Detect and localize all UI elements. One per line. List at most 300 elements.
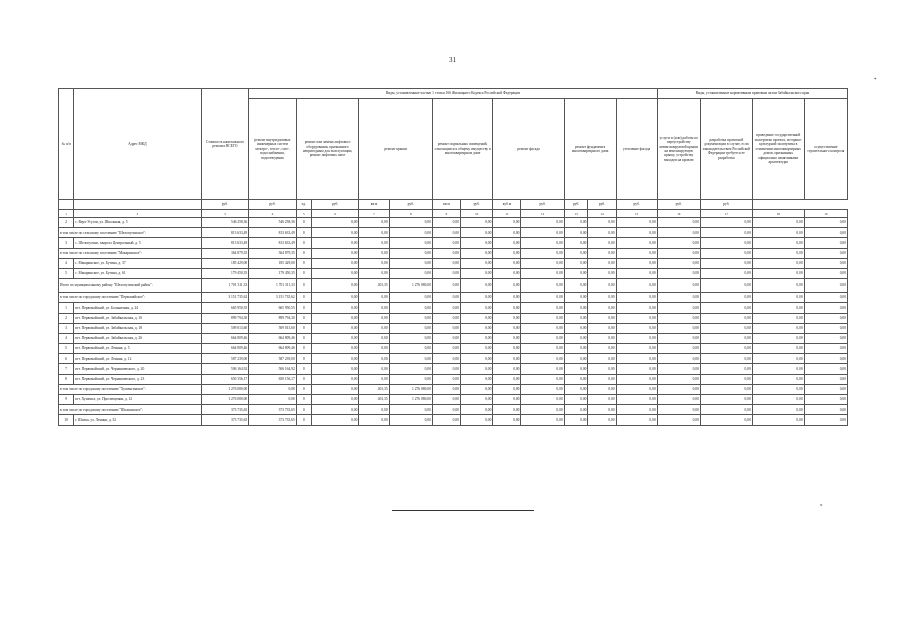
unit-cell: куб.м: [493, 200, 521, 210]
value-cell: 0,00: [700, 228, 752, 238]
value-cell: 813 633,49: [201, 238, 249, 248]
value-cell: 0,00: [521, 248, 564, 258]
value-cell: 0,00: [752, 354, 804, 364]
value-cell: 0,00: [616, 218, 657, 228]
subtotal-row: [59, 405, 848, 415]
header-basement: ремонт подвальных помещений, относящихся к общему имуществу в многоквартирном доме: [432, 99, 493, 200]
value-cell: 0,00: [311, 323, 359, 333]
value-cell: 899 794,30: [249, 313, 297, 323]
subtotal-label: в том числе по городскому поселению "Хушенгинское":: [59, 384, 202, 394]
value-cell: 0,00: [359, 354, 389, 364]
value-cell: 0,00: [588, 333, 616, 343]
value-cell: 0,00: [700, 384, 752, 394]
header-group-left: Виды, установленные частью 1 статьи 166 Жилищного Кодекса Российской Федерации: [249, 89, 658, 99]
value-cell: 664 809,46: [201, 333, 249, 343]
value-cell: 0,00: [588, 293, 616, 303]
value-cell: 0,00: [493, 268, 521, 278]
value-cell: 0,00: [616, 415, 657, 425]
value-cell: 373 735,65: [201, 405, 249, 415]
value-cell: 0,00: [493, 323, 521, 333]
value-cell: 0,00: [588, 218, 616, 228]
value-cell: 0,00: [493, 405, 521, 415]
value-cell: 0,00: [564, 374, 588, 384]
value-cell: 0,00: [493, 313, 521, 323]
subtotal-row: [59, 293, 848, 303]
value-cell: 0,00: [752, 364, 804, 374]
subtotal-row: [59, 248, 848, 258]
value-cell: 813 633,49: [249, 228, 297, 238]
value-cell: 179 450,35: [249, 268, 297, 278]
value-cell: 0: [296, 258, 311, 268]
row-address: с. Макаринское, ул. Бутина, д. 37: [74, 258, 202, 268]
value-cell: 0,00: [493, 303, 521, 313]
column-index-row: [59, 210, 848, 218]
value-cell: 0,00: [657, 268, 700, 278]
value-cell: 0,00: [752, 248, 804, 258]
table-row: [59, 344, 848, 354]
value-cell: 0,00: [564, 238, 588, 248]
value-cell: 0,00: [359, 218, 389, 228]
value-cell: 3 151 735,62: [249, 293, 297, 303]
value-cell: 0,00: [804, 364, 847, 374]
value-cell: 0,00: [460, 333, 492, 343]
index-cell: 11: [493, 210, 521, 218]
value-cell: 0,00: [432, 293, 460, 303]
value-cell: 0,00: [588, 344, 616, 354]
value-cell: 0,00: [432, 238, 460, 248]
value-cell: 0,00: [493, 333, 521, 343]
value-cell: 0: [296, 218, 311, 228]
row-address: г. Шилка, ул. Ленина, д. 52: [74, 415, 202, 425]
subtotal-label: Итого по муниципальному району "Шелопугинский район":: [59, 279, 202, 293]
row-number: 7: [59, 364, 74, 374]
value-cell: 0,00: [359, 238, 389, 248]
value-cell: 0,00: [460, 279, 492, 293]
index-cell: 17: [700, 210, 752, 218]
value-cell: 0,00: [752, 218, 804, 228]
value-cell: 0,00: [588, 303, 616, 313]
value-cell: 0,00: [752, 344, 804, 354]
value-cell: 813 633,49: [249, 238, 297, 248]
table-row: [59, 313, 848, 323]
value-cell: 0,00: [804, 238, 847, 248]
value-cell: 0,00: [389, 293, 432, 303]
value-cell: 0,00: [521, 415, 564, 425]
value-cell: 401,35: [359, 395, 389, 405]
value-cell: 0,00: [700, 279, 752, 293]
value-cell: 0,00: [389, 248, 432, 258]
value-cell: 0,00: [616, 395, 657, 405]
value-cell: 0,00: [588, 268, 616, 278]
value-cell: 0,00: [804, 258, 847, 268]
value-cell: 0,00: [460, 218, 492, 228]
value-cell: 506 164,92: [249, 364, 297, 374]
subtotal-label: в том числе по городскому поселению "Первомайское":: [59, 293, 202, 303]
value-cell: 0,00: [389, 258, 432, 268]
value-cell: 0,00: [616, 384, 657, 394]
value-cell: 587 239,00: [249, 354, 297, 364]
value-cell: 0,00: [752, 303, 804, 313]
value-cell: 0,00: [493, 344, 521, 354]
value-cell: 0,00: [389, 415, 432, 425]
value-cell: 3 151 735,62: [201, 293, 249, 303]
unit-cell: кв.м: [432, 200, 460, 210]
value-cell: 0,00: [564, 384, 588, 394]
value-cell: 179 450,35: [201, 268, 249, 278]
value-cell: 0,00: [311, 238, 359, 248]
row-number: 5: [59, 344, 74, 354]
value-cell: 0,00: [460, 323, 492, 333]
value-cell: 0,00: [389, 374, 432, 384]
row-address: с. Шелопугино, квартал Центральный, д. 5: [74, 238, 202, 248]
row-address: пгт. Первомайский, ул. Больничная, д. 24: [74, 303, 202, 313]
value-cell: 0,00: [311, 313, 359, 323]
value-cell: 664 809,46: [249, 333, 297, 343]
value-cell: 0,00: [521, 374, 564, 384]
page-number: 31: [449, 56, 456, 64]
value-cell: 0,00: [564, 415, 588, 425]
value-cell: 0,00: [389, 344, 432, 354]
value-cell: 373 735,65: [249, 405, 297, 415]
value-cell: 0,00: [359, 303, 389, 313]
value-cell: 0,00: [588, 405, 616, 415]
value-cell: 0,00: [657, 395, 700, 405]
value-cell: 0,00: [311, 364, 359, 374]
value-cell: 0,00: [564, 293, 588, 303]
value-cell: 1 276 080,00: [389, 395, 432, 405]
index-cell: 4: [249, 210, 297, 218]
value-cell: 0,00: [752, 384, 804, 394]
value-cell: 0,00: [493, 354, 521, 364]
header-expertise: проведение государственной экспертизы проекта, историко-культурной экспертизы в отношении многоквартирных домов, признанных официально памятниками архитектуры: [752, 99, 804, 200]
value-cell: 401,35: [359, 279, 389, 293]
value-cell: 0,00: [311, 374, 359, 384]
value-cell: 0,00: [432, 364, 460, 374]
subtotal-label: в том числе по городскому поселению "Шилкинское":: [59, 405, 202, 415]
value-cell: 0,00: [311, 333, 359, 343]
value-cell: 0,00: [700, 218, 752, 228]
value-cell: 0,00: [616, 364, 657, 374]
index-cell: 15: [616, 210, 657, 218]
value-cell: 0,00: [657, 228, 700, 238]
value-cell: 0,00: [460, 364, 492, 374]
header-insulation: утепление фасада: [616, 99, 657, 200]
value-cell: 0,00: [700, 313, 752, 323]
value-cell: 0,00: [432, 313, 460, 323]
value-cell: 0,00: [460, 228, 492, 238]
value-cell: 0,00: [657, 258, 700, 268]
value-cell: 0,00: [493, 218, 521, 228]
value-cell: 0,00: [588, 384, 616, 394]
row-address: с. Макаринское, ул. Бутина, д. 61: [74, 268, 202, 278]
value-cell: 0: [296, 344, 311, 354]
value-cell: 0,00: [700, 248, 752, 258]
value-cell: 0,00: [700, 238, 752, 248]
index-cell: 13: [564, 210, 588, 218]
value-cell: 0,00: [359, 405, 389, 415]
value-cell: 0: [296, 238, 311, 248]
index-cell: 10: [460, 210, 492, 218]
index-cell: 16: [657, 210, 700, 218]
value-cell: 0,00: [588, 238, 616, 248]
value-cell: 0,00: [493, 293, 521, 303]
unit-cell: руб.: [460, 200, 492, 210]
value-cell: 0,00: [657, 238, 700, 248]
value-cell: 0,00: [311, 258, 359, 268]
value-cell: 0,00: [804, 405, 847, 415]
value-cell: 0: [296, 323, 311, 333]
value-cell: 0,00: [493, 248, 521, 258]
value-cell: 0,00: [616, 228, 657, 238]
value-cell: 0,00: [564, 268, 588, 278]
value-cell: 0,00: [432, 303, 460, 313]
value-cell: 0,00: [564, 395, 588, 405]
subtotal-label: в том числе по сельскому поселению "Макаринское":: [59, 248, 202, 258]
value-cell: 813 633,49: [201, 228, 249, 238]
value-cell: 0,00: [752, 374, 804, 384]
value-cell: 0,00: [521, 293, 564, 303]
value-cell: 506 164,92: [201, 364, 249, 374]
value-cell: 0,00: [521, 333, 564, 343]
table-row: [59, 303, 848, 313]
value-cell: 0,00: [521, 384, 564, 394]
value-cell: 0,00: [389, 333, 432, 343]
value-cell: 0,00: [616, 268, 657, 278]
value-cell: 0,00: [657, 364, 700, 374]
value-cell: 0,00: [700, 303, 752, 313]
value-cell: 0,00: [432, 405, 460, 415]
table-row: [59, 238, 848, 248]
value-cell: 0,00: [616, 344, 657, 354]
value-cell: 0,00: [389, 323, 432, 333]
row-number: 9: [59, 395, 74, 405]
value-cell: 0: [296, 313, 311, 323]
value-cell: 650 156,17: [249, 374, 297, 384]
value-cell: 0,00: [359, 374, 389, 384]
row-number: 3: [59, 238, 74, 248]
value-cell: 1 701 311,33: [201, 279, 249, 293]
value-cell: 0,00: [616, 279, 657, 293]
value-cell: 0,00: [657, 354, 700, 364]
value-cell: 373 735,65: [201, 415, 249, 425]
value-cell: 0,00: [311, 395, 359, 405]
value-cell: 0,00: [588, 279, 616, 293]
value-cell: 0,00: [460, 293, 492, 303]
value-cell: 0,00: [588, 248, 616, 258]
value-cell: 0,00: [389, 268, 432, 278]
row-address: пгт. Первомайский, ул. Забайкальская, д. 16: [74, 313, 202, 323]
value-cell: 0,00: [752, 228, 804, 238]
value-cell: 0,00: [616, 323, 657, 333]
value-cell: 0,00: [564, 405, 588, 415]
value-cell: 0,00: [752, 279, 804, 293]
value-cell: 0,00: [460, 374, 492, 384]
value-cell: 0,00: [359, 248, 389, 258]
value-cell: 373 735,65: [249, 415, 297, 425]
value-cell: 0: [296, 228, 311, 238]
value-cell: 0,00: [311, 228, 359, 238]
value-cell: 0,00: [521, 364, 564, 374]
header-control: осуществление строительного контроля: [804, 99, 847, 200]
header-num: № п/п: [59, 89, 74, 200]
value-cell: 0,00: [493, 395, 521, 405]
value-cell: 0,00: [389, 354, 432, 364]
value-cell: 0,00: [804, 384, 847, 394]
value-cell: 0,00: [432, 374, 460, 384]
corner-mark: *: [874, 78, 877, 83]
row-number: 4: [59, 333, 74, 343]
value-cell: 0,00: [564, 344, 588, 354]
value-cell: 0,00: [616, 354, 657, 364]
value-cell: 0,00: [616, 303, 657, 313]
value-cell: 0,00: [700, 323, 752, 333]
value-cell: 0,00: [521, 279, 564, 293]
value-cell: 0,00: [700, 405, 752, 415]
value-cell: 0,00: [359, 415, 389, 425]
table-row: [59, 374, 848, 384]
value-cell: 0: [296, 374, 311, 384]
subtotal-row: [59, 228, 848, 238]
value-cell: 0,00: [493, 238, 521, 248]
value-cell: 0,00: [460, 384, 492, 394]
value-cell: 0,00: [700, 258, 752, 268]
row-number: 3: [59, 323, 74, 333]
value-cell: 0,00: [564, 313, 588, 323]
row-number: 2: [59, 218, 74, 228]
row-address: пгт. Первомайский, ул. Чернышевского, д. 23: [74, 374, 202, 384]
index-cell: 5: [296, 210, 311, 218]
value-cell: 0,00: [311, 415, 359, 425]
value-cell: 0,00: [389, 228, 432, 238]
value-cell: 0: [296, 384, 311, 394]
value-cell: 0,00: [700, 415, 752, 425]
table-row: [59, 268, 848, 278]
value-cell: 587 239,00: [201, 354, 249, 364]
value-cell: 1 701 311,33: [249, 279, 297, 293]
value-cell: 0,00: [359, 268, 389, 278]
value-cell: 364 879,35: [249, 248, 297, 258]
value-cell: 0: [296, 395, 311, 405]
value-cell: 0,00: [311, 218, 359, 228]
value-cell: 401,35: [359, 384, 389, 394]
index-cell: 7: [359, 210, 389, 218]
value-cell: 0,00: [432, 268, 460, 278]
row-number: 6: [59, 354, 74, 364]
index-cell: 12: [521, 210, 564, 218]
value-cell: 0,00: [249, 384, 297, 394]
subtotal-label: в том числе по сельскому поселению "Шелопугинское":: [59, 228, 202, 238]
value-cell: 0,00: [521, 238, 564, 248]
unit-cell: руб.: [389, 200, 432, 210]
value-cell: 0,00: [432, 218, 460, 228]
value-cell: 0,00: [752, 258, 804, 268]
value-cell: 0,00: [657, 303, 700, 313]
value-cell: 0,00: [700, 364, 752, 374]
value-cell: 0,00: [752, 405, 804, 415]
table-row: [59, 364, 848, 374]
value-cell: 0,00: [432, 333, 460, 343]
value-cell: 0,00: [588, 415, 616, 425]
value-cell: 0,00: [432, 395, 460, 405]
unit-cell: руб.: [700, 200, 752, 210]
value-cell: 0: [296, 293, 311, 303]
value-cell: 0,00: [804, 293, 847, 303]
row-address: пгт. Хушенга, ул. Просвещения, д. 12: [74, 395, 202, 405]
value-cell: 0,00: [700, 333, 752, 343]
value-cell: 0,00: [359, 323, 389, 333]
row-address: пгт. Первомайский, ул. Ленина, д. 12: [74, 354, 202, 364]
value-cell: 0,00: [521, 228, 564, 238]
value-cell: 509 013,60: [201, 323, 249, 333]
value-cell: 0,00: [359, 293, 389, 303]
value-cell: 0,00: [804, 268, 847, 278]
value-cell: 0,00: [657, 313, 700, 323]
table-row: [59, 323, 848, 333]
header-elevator: ремонт или замена лифтового оборудования, признанного непригодным для эксплуатации, ремонт лифтовых шахт: [296, 99, 359, 200]
value-cell: 0,00: [657, 333, 700, 343]
value-cell: 0,00: [752, 268, 804, 278]
value-cell: 0,00: [564, 248, 588, 258]
table-row: [59, 218, 848, 228]
row-number: 2: [59, 313, 74, 323]
repair-register-table: [58, 88, 848, 426]
value-cell: 0,00: [657, 344, 700, 354]
value-cell: 0,00: [493, 384, 521, 394]
value-cell: 0: [296, 279, 311, 293]
row-number: 8: [59, 374, 74, 384]
value-cell: 0,00: [616, 258, 657, 268]
value-cell: 0,00: [460, 303, 492, 313]
value-cell: 0,00: [657, 374, 700, 384]
value-cell: 0,00: [588, 313, 616, 323]
value-cell: 0,00: [460, 395, 492, 405]
value-cell: 364 879,35: [201, 248, 249, 258]
value-cell: 0,00: [432, 323, 460, 333]
value-cell: 0,00: [389, 313, 432, 323]
value-cell: 185 429,00: [201, 258, 249, 268]
value-cell: 0,00: [700, 374, 752, 384]
row-address: пгт. Первомайский, ул. Забайкальская, д. 18: [74, 323, 202, 333]
value-cell: 509 013,60: [249, 323, 297, 333]
value-cell: 0,00: [359, 364, 389, 374]
value-cell: 664 809,46: [249, 344, 297, 354]
unit-cell: руб.: [616, 200, 657, 210]
value-cell: 0,00: [657, 248, 700, 258]
value-cell: 0,00: [588, 258, 616, 268]
value-cell: 185 429,00: [249, 258, 297, 268]
value-cell: 0,00: [432, 415, 460, 425]
unit-cell: руб.: [311, 200, 359, 210]
value-cell: 0,00: [389, 405, 432, 415]
value-cell: 0,00: [588, 323, 616, 333]
value-cell: 0,00: [804, 228, 847, 238]
value-cell: 899 794,30: [201, 313, 249, 323]
value-cell: 0,00: [700, 354, 752, 364]
value-cell: 0,00: [616, 313, 657, 323]
value-cell: 0,00: [460, 415, 492, 425]
value-cell: 0,00: [804, 344, 847, 354]
value-cell: 0,00: [564, 228, 588, 238]
unit-cell: руб.: [564, 200, 588, 210]
value-cell: 1 276 080,00: [201, 384, 249, 394]
row-number: 4: [59, 258, 74, 268]
value-cell: 0,00: [521, 303, 564, 313]
value-cell: 0,00: [657, 293, 700, 303]
value-cell: 0,00: [752, 238, 804, 248]
value-cell: 0,00: [432, 248, 460, 258]
value-cell: 0,00: [588, 354, 616, 364]
value-cell: 0,00: [752, 415, 804, 425]
